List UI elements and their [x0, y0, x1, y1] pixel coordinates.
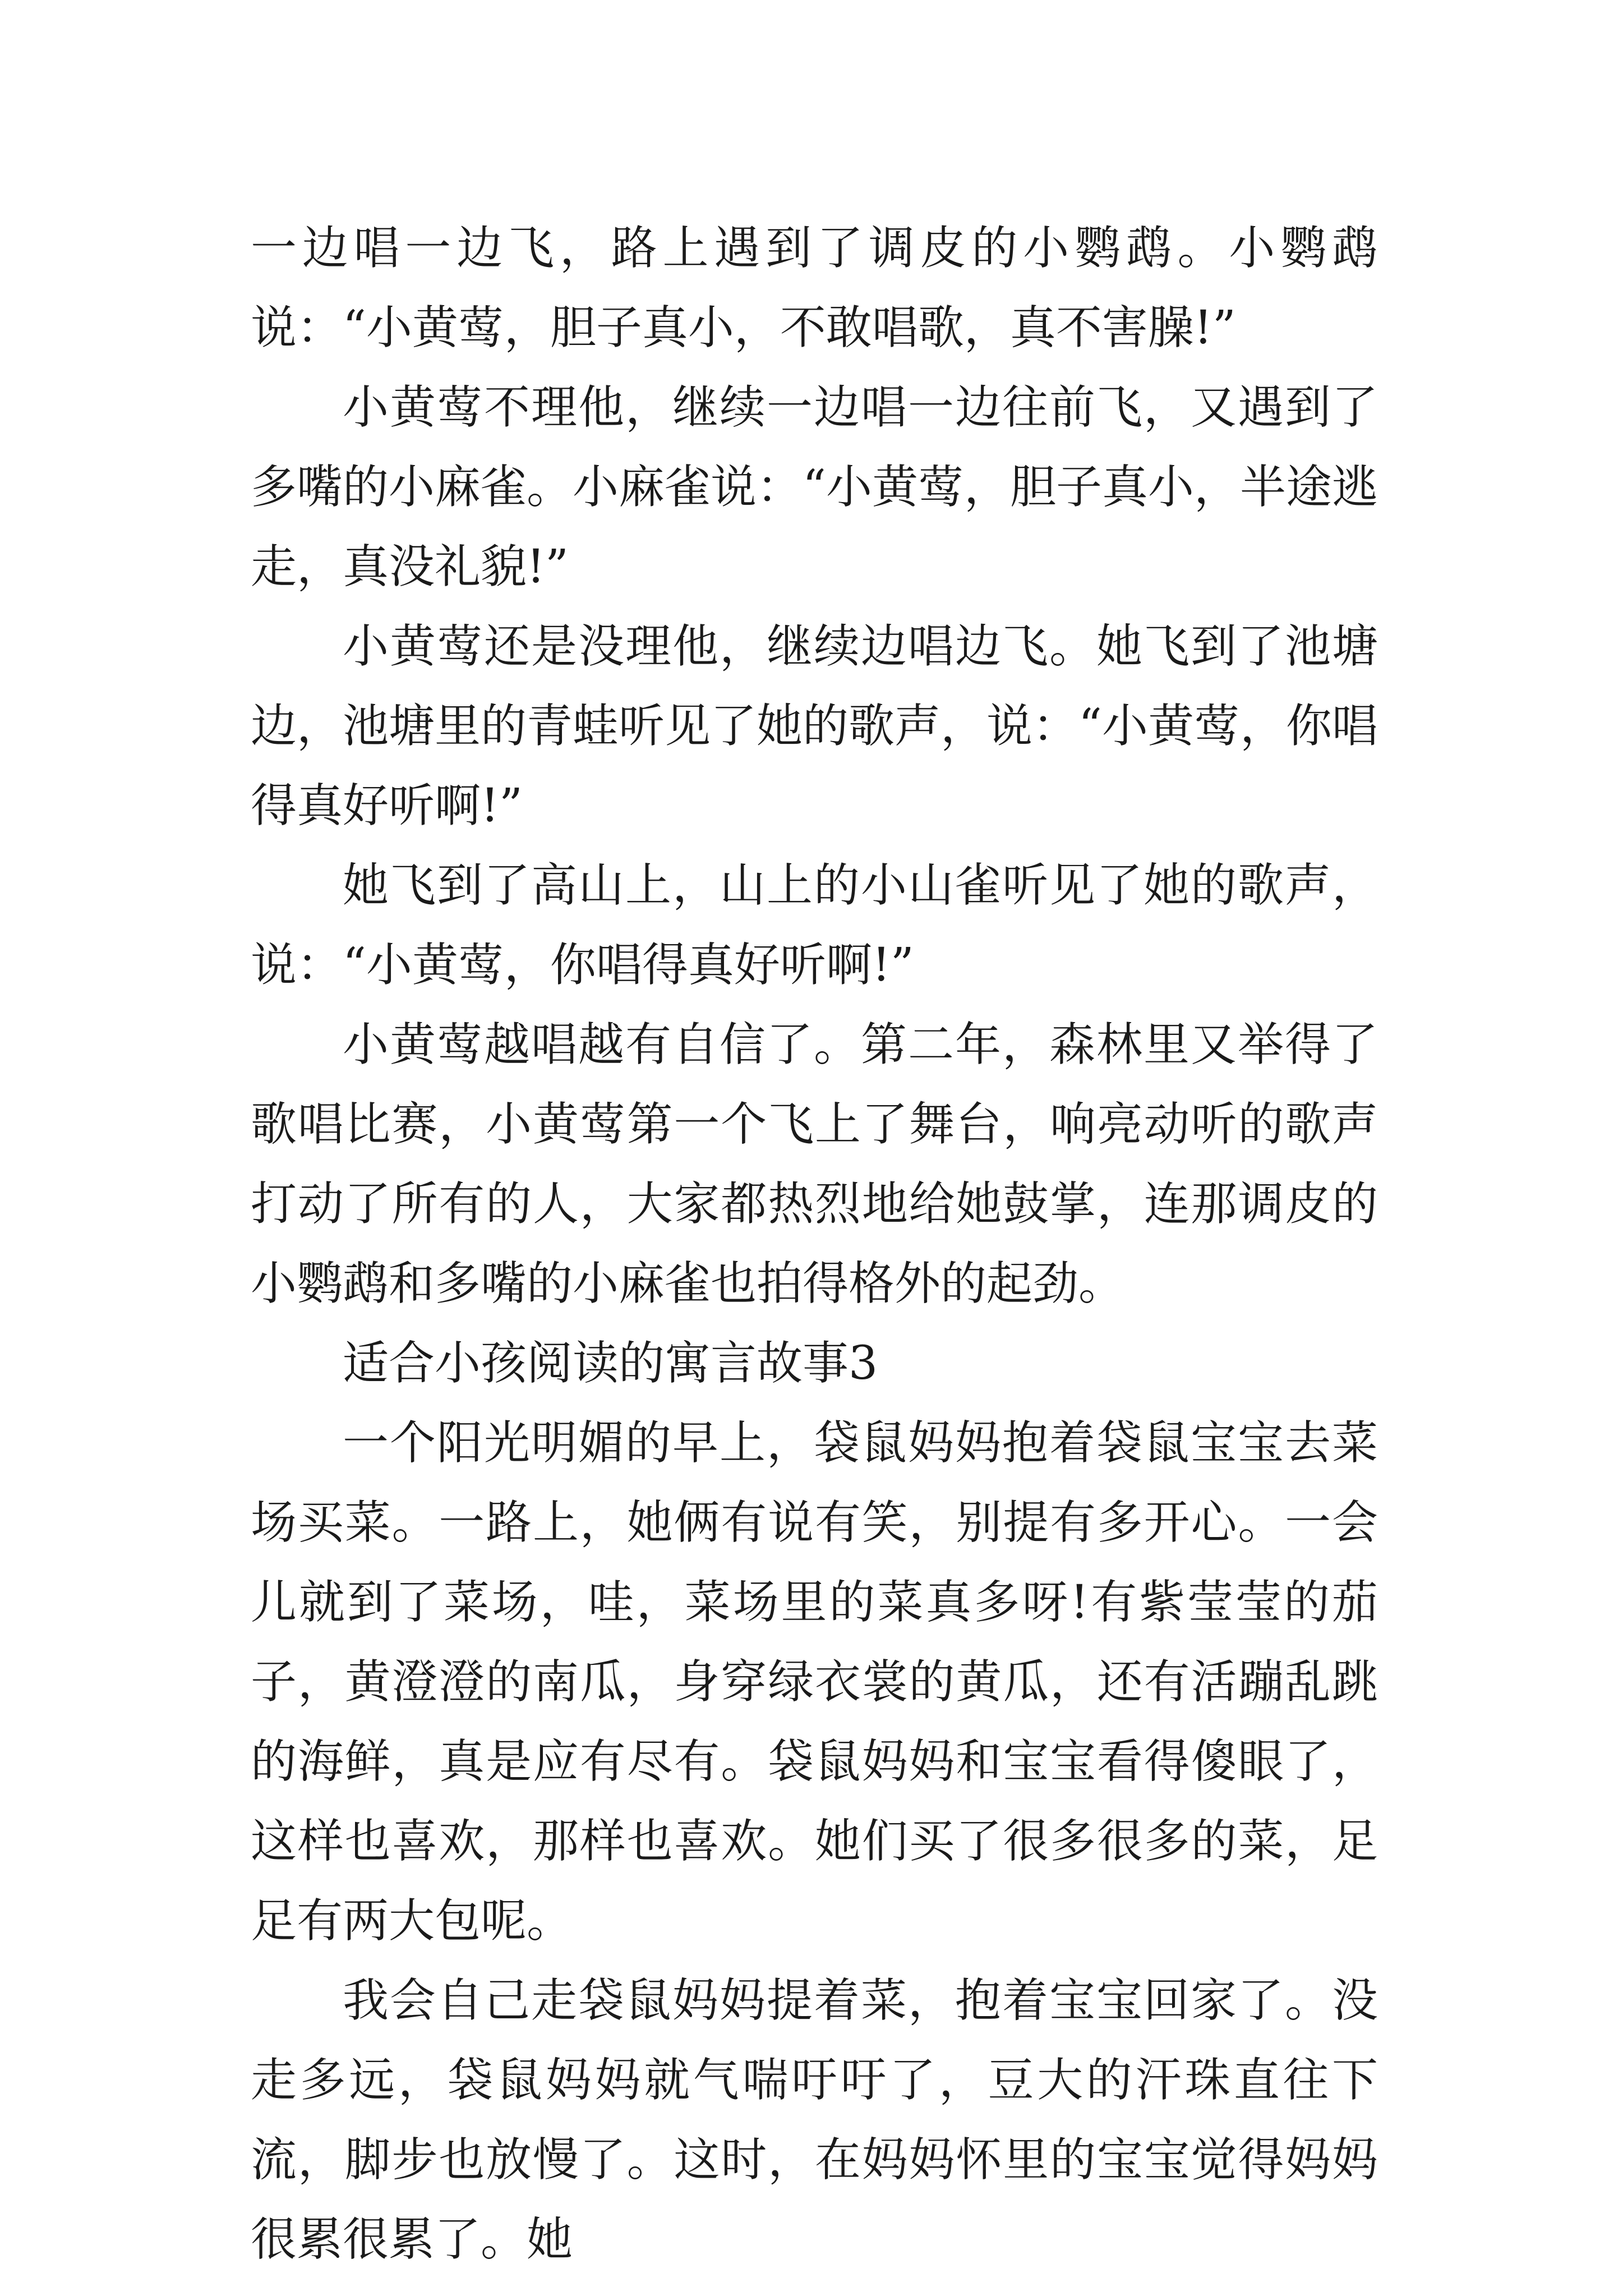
- paragraph-6: 一个阳光明媚的早上，袋鼠妈妈抱着袋鼠宝宝去菜场买菜。一路上，她俩有说有笑，别提有多开心。一会儿就到了菜场，哇，菜场里的菜真多呀!有紫莹莹的茄子，黄澄澄的南瓜，身穿绿衣裳的黄瓜，还有活蹦乱跳的海鲜，真是应有尽有。袋鼠妈妈和宝宝看得傻眼了，这样也喜欢，那样也喜欢。她们买了很多很多的菜，足足有两大包呢。: [251, 1416, 1378, 1948]
- paragraph-2: 小黄莺不理他，继续一边唱一边往前飞，又遇到了多嘴的小麻雀。小麻雀说：“小黄莺，胆子真小，半途逃走，真没礼貌!”: [251, 381, 1378, 593]
- paragraph-4: 她飞到了高山上，山上的小山雀听见了她的歌声，说：“小黄莺，你唱得真好听啊!”: [251, 859, 1378, 992]
- paragraph-5: 小黄莺越唱越有自信了。第二年，森林里又举得了歌唱比赛，小黄莺第一个飞上了舞台，响亮动听的歌声打动了所有的人，大家都热烈地给她鼓掌，连那调皮的小鹦鹉和多嘴的小麻雀也拍得格外的起劲。: [251, 1018, 1378, 1310]
- paragraph-3: 小黄莺还是没理他，继续边唱边飞。她飞到了池塘边，池塘里的青蛙听见了她的歌声，说：“小黄莺，你唱得真好听啊!”: [251, 620, 1378, 832]
- paragraph-1: 一边唱一边飞，路上遇到了调皮的小鹦鹉。小鹦鹉说：“小黄莺，胆子真小，不敢唱歌，真不害臊!”: [251, 222, 1378, 355]
- paragraph-7: 我会自己走袋鼠妈妈提着菜，抱着宝宝回家了。没走多远，袋鼠妈妈就气喘吁吁了，豆大的汗珠直往下流，脚步也放慢了。这时，在妈妈怀里的宝宝觉得妈妈很累很累了。她: [251, 1974, 1378, 2266]
- section-heading: 适合小孩阅读的寓言故事3: [343, 1337, 878, 1390]
- document-body: [251, 209, 1378, 2280]
